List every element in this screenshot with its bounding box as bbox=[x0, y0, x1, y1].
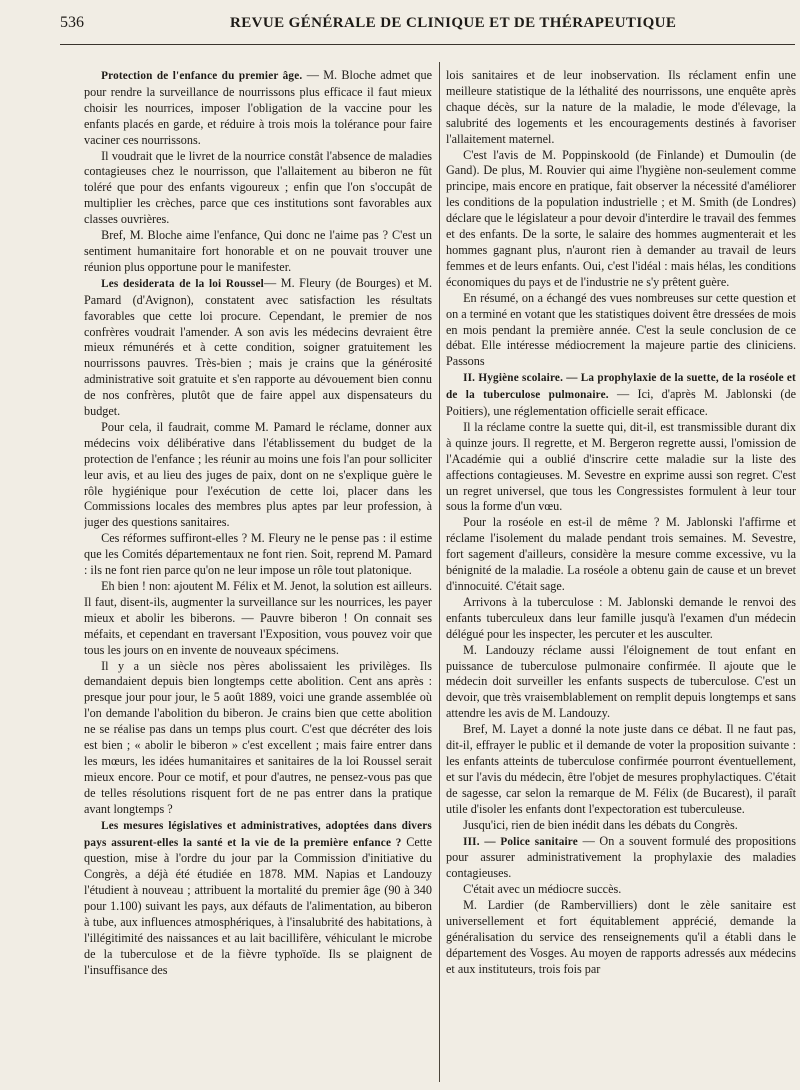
paragraph bbox=[446, 420, 796, 515]
paragraph bbox=[84, 579, 432, 659]
paragraph-text: C'était avec un médiocre succès. bbox=[463, 882, 622, 897]
paragraph-text: — M. Bloche admet que pour rendre la surveillance de nourrissons plus efficace il faut mieux choisir les nourrices, imposer l'obligation de la vaccine pour les enfants placés en garde, et réduire à trois mois la tolérance pour faire vaciner ces nourrissons. bbox=[84, 68, 432, 147]
paragraph-text: Bref, M. Layet a donné la note juste dans ce débat. Il ne faut pas, dit-il, effrayer le public et il demande de voter la proposition suivante : les enfants atteints de tuberculose confirmée pourront éventuellement, et sur l'avis du médecin, être l'objet de mesures prophylactiques. C'était de sagesse, car selon la remarque de M. Félix (de Bucarest), il paraît utile d'isoler les enfants dont l'expectoration est tuberculeuse. bbox=[446, 722, 796, 816]
column-rule bbox=[439, 62, 440, 1082]
paragraph-text: M. Lardier (de Rambervilliers) dont le zèle sanitaire est universellement et fort équitablement apprécié, demande la généralisation du service des renseignements qu'il a établi dans le département des Vosges. Au moyen de rapports adressés aux médecins et aux instituteurs, trois fois par bbox=[446, 898, 796, 976]
paragraph-text: lois sanitaires et de leur inobservation. Ils réclament enfin une meilleure statistique de la léthalité des nourrissons, une enquête après chaque décès, sur la nature de la maladie, le mode d'élevage, la salubrité des logements et les encouragements destinés à favoriser l'allaitement maternel. bbox=[446, 68, 796, 146]
paragraph-text: Cette question, mise à l'ordre du jour par la Commission d'initiative du Congrès, a déjà été étudiée en 1878. MM. Napias et Landouzy l'étudient à nouveau ; attribuent la mortalité du premier âge (90 à 340 pour 1.100) suivant les pays, aux défauts de l'alimentation, au biberon à tube, aux influences atmosphériques, à l'insalubrité des habitations, à l'illégitimité des naissances et au lait bacillifère, véhiculant le microbe de la tuberculose et de la fièvre typhoïde. Ils se plaignent de l'insuffisance des bbox=[84, 834, 432, 977]
paragraph-text: Il voudrait que le livret de la nourrice constât l'absence de maladies contagieuses chez le nourrisson, que l'allaitement au biberon ne fût toléré que pour des enfants vigoureux ; enfin que l'on s'occupât de multiplier les crèches, parce que ces institutions sont favorables aux classes ouvrières. bbox=[84, 148, 432, 227]
paragraph-text: Bref, M. Bloche aime l'enfance, Qui donc ne l'aime pas ? C'est un sentiment humanitaire fort honorable et on ne pouvait trouver une réunion plus opportune pour le manifester. bbox=[84, 228, 432, 274]
paragraph-text: Pour cela, il faudrait, comme M. Pamard le réclame, donner aux médecins voix délibérative dans l'établissement du budget de la protection de l'enfance ; les réunir au moins une fois l'an pour solliciter leur avis, et au lieu des juges de paix, dont on ne s'explique guère le rôle hygiénique pour l'exécution de cette loi, placer dans les Commissions locales des membres plus aptes par leur profession, à juger des questions sanitaires. bbox=[84, 419, 432, 530]
run-in-heading: Protection de l'enfance du premier âge. bbox=[101, 70, 303, 82]
paragraph bbox=[446, 834, 796, 883]
running-title: REVUE GÉNÉRALE DE CLINIQUE ET DE THÉRAPEUTIQUE bbox=[230, 15, 677, 31]
paragraph bbox=[84, 149, 432, 229]
run-in-heading: II. Hygiène scolaire. — La prophylaxie de la suette, de la roséole et de la tuberculose pulmonaire. bbox=[446, 372, 796, 402]
paragraph bbox=[84, 818, 432, 979]
paragraph bbox=[446, 818, 796, 834]
paragraph-text: C'est l'avis de M. Poppinskoold (de Finlande) et Dumoulin (de Gand). De plus, M. Rouvier qui aime l'hygiène non-seulement comme principe, mais encore en pratique, fait observer la nécessité d'améliorer les conditions de la population industrielle ; et M. Smith (de Londres) déclare que le législateur a pour devoir d'interdire le travail des femmes et des enfants. De la sorte, le salaire des hommes augmenterait et les hommes gagnant plus, n'auront rien à demander au travail de leurs femmes et de leurs enfants. Oui, c'est l'idéal : mais hélas, les conditions économiques du pays et de l'industrie ne s'y prêtent guère. bbox=[446, 147, 796, 289]
paragraph bbox=[446, 68, 796, 148]
paragraph bbox=[446, 370, 796, 420]
paragraph bbox=[446, 595, 796, 643]
paragraph bbox=[446, 643, 796, 723]
paragraph bbox=[84, 228, 432, 276]
paragraph bbox=[84, 276, 432, 420]
right-column bbox=[446, 68, 796, 1078]
paragraph-text: Eh bien ! non: ajoutent M. Félix et M. Jenot, la solution est ailleurs. Il faut, disent-ils, augmenter la surveillance sur les nourrices, les payer mieux et abolir les biberons. — Pauvre biberon ! On connait ses méfaits, et cependant en traversant l'Exposition, vous pouvez voir que tous les jours on en invente de nouveaux spécimens. bbox=[84, 579, 432, 657]
paragraph-text: — M. Fleury (de Bourges) et M. Pamard (d'Avignon), constatent avec satisfaction les résultats favorables que cette loi procure. Cependant, le premier de nos confrères voudrait l'amender. A son avis les médecins devraient être mieux rémunérés et à cette condition, soigner gratuitement les nourrissons pauvres. Très-bien ; mais je crains que la générosité administrative soit gratuite et s'en rapporte au dévouement bien connu de nos confrères, plutôt que de faire appel aux dispensateurs du budget. bbox=[84, 275, 432, 419]
paragraph-text: Pour la roséole en est-il de même ? M. Jablonski l'affirme et réclame l'isolement du malade pendant trois semaines. M. Sevestre, fort sagement d'ailleurs, considère la mesure comme excessive, vu la bénignité de la maladie. La roséole a obtenu gain de cause et un brevet d'innocuité. C'était sage. bbox=[446, 515, 796, 593]
paragraph bbox=[84, 420, 432, 531]
paragraph bbox=[446, 898, 796, 978]
paragraph-text: Jusqu'ici, rien de bien inédit dans les débats du Congrès. bbox=[463, 817, 738, 832]
paragraph bbox=[84, 68, 432, 149]
paragraph bbox=[84, 659, 432, 818]
run-in-heading: III. — Police sanitaire bbox=[463, 835, 578, 848]
left-column bbox=[84, 68, 432, 1078]
paragraph-text: M. Landouzy réclame aussi l'éloignement de tout enfant en puissance de tuberculose pulmonaire confirmée. Il ajoute que le médecin doit surveiller les enfants suspects de tuberculose. C'est un devoir, que très vraisemblablement on remplit depuis longtemps et sans attendre les avis de M. Landouzy. bbox=[446, 642, 796, 721]
paragraph-text: Il y a un siècle nos pères abolissaient les privilèges. Ils demandaient depuis bien longtemps cette abolition. Cent ans après : presque jour pour jour, le 5 août 1889, voici une grande assemblée où l'on demande l'abolition du biberon. Je crains bien que cette abolition ne se réalise pas dans un temps plus court. C'est que décréter des lois est bien ; « abolir le biberon » c'est excellent ; mais faire entrer dans les mœurs, les idées humanitaires et sanitaires de la loi Roussel serait mieux encore. Pour ce motif, et pour d'autres, ne pensez-vous pas que de telles résolutions risquent fort de ne pas entrer dans la pratique avant longtemps ? bbox=[84, 658, 432, 816]
paragraph-text: Il la réclame contre la suette qui, dit-il, est transmissible durant dix à quinze jours. Il regrette, et M. Bergeron regrette aussi, l'omission de l'Académie qui a oublié d'inscrire cette maladie sur la liste des affections contagieuses. M. Sevestre en exprime aussi son regret. C'est un regret universel, que tous les Congressistes formulent à leur tour sous la forme d'un vœu. bbox=[446, 419, 796, 514]
paragraph-text: Ces réformes suffiront-elles ? M. Fleury ne le pense pas : il estime que les Comités départementaux ne font rien. Soit, reprend M. Pamard : ils ne font rien parce qu'on ne leur impose un rôle tout platonique. bbox=[84, 531, 432, 578]
header-rule bbox=[60, 44, 795, 45]
paragraph-text: Arrivons à la tuberculose : M. Jablonski demande le renvoi des enfants tuberculeux dans leur famille jusqu'à l'examen d'un médecin délégué pour les inspecter, les percuter et les ausculter. bbox=[446, 594, 796, 641]
paragraph bbox=[84, 531, 432, 579]
paragraph-text: — On a souvent formulé des propositions pour assurer administrativement la prophylaxie des maladies contagieuses. bbox=[446, 833, 796, 881]
paragraph-text: — Ici, d'après M. Jablonski (de Poitiers), une réglementation officielle serait efficace. bbox=[446, 387, 796, 419]
paragraph-text: En résumé, on a échangé des vues nombreuses sur cette question et on a terminé en votant que les statistiques doivent être dressées de mois en mois pendant la première année. C'est la seule conclusion de ce débat. Elle intéresse médiocrement la majeure partie des cliniciens. Passons bbox=[446, 290, 796, 369]
page-header bbox=[60, 14, 780, 40]
page-number: 536 bbox=[60, 14, 84, 31]
paragraph bbox=[446, 148, 796, 291]
paragraph bbox=[446, 722, 796, 817]
run-in-heading: Les desiderata de la loi Roussel bbox=[101, 277, 264, 290]
paragraph bbox=[446, 882, 796, 898]
paragraph bbox=[446, 515, 796, 595]
paragraph bbox=[446, 291, 796, 371]
run-in-heading: Les mesures législatives et administratives, adoptées dans divers pays assurent-elles la santé et la vie de la première enfance ? bbox=[84, 819, 432, 849]
